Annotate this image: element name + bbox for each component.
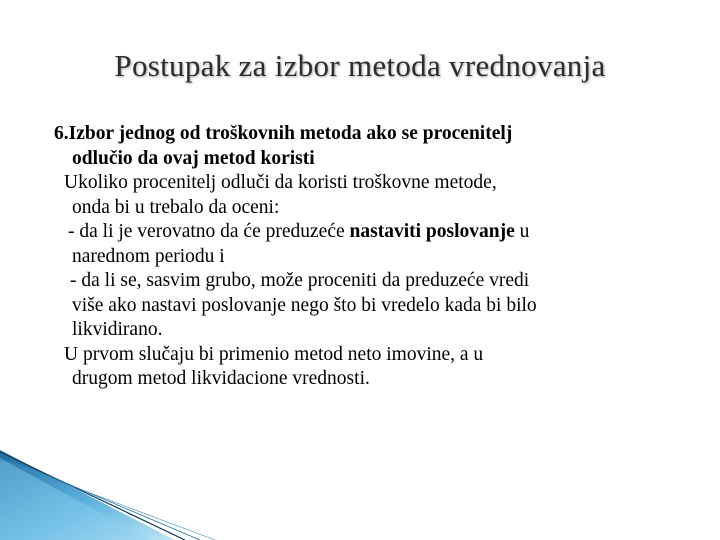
corner-wave-decoration: [0, 450, 720, 540]
paragraph-intro: [54, 171, 684, 220]
intro-line-2: onda bi u trebalo da oceni:: [72, 196, 280, 218]
heading-line-1: 6.Izbor jednog od troškovnih metoda ako se procenitelj: [54, 123, 513, 144]
conclusion-line-2: drugom metod likvidacione vrednosti.: [72, 368, 370, 389]
bullet2-line-2: više ako nastavi poslovanje nego što bi vredelo kada bi bilo: [72, 294, 537, 316]
heading-line-2: odlučio da ovaj metod koristi: [72, 147, 315, 169]
numbered-heading: [54, 122, 684, 171]
slide-title: Postupak za izbor metoda vrednovanja: [114, 48, 606, 83]
bullet1-line-2: narednom periodu i: [72, 245, 225, 267]
paragraph-conclusion: [54, 343, 684, 392]
conclusion-line-1: U prvom slučaju bi primenio metod neto imovine, a u: [64, 343, 484, 365]
bullet1-bold-term: nastaviti poslovanje: [349, 221, 515, 242]
slide-body: [54, 122, 684, 392]
intro-line-1: Ukoliko procenitelj odluči da koristi troškovne metode,: [64, 172, 497, 193]
bullet1-prefix: - da li je verovatno da će preduzeće: [68, 221, 350, 242]
bullet1-suffix: u: [514, 221, 530, 242]
bullet-continue-business: [54, 220, 684, 269]
bullet2-line-1: - da li se, sasvim grubo, može proceniti da preduzeće vredi: [70, 270, 530, 291]
bullet2-line-3: likvidirano.: [72, 319, 163, 340]
bullet-liquidation-value: [54, 269, 684, 343]
